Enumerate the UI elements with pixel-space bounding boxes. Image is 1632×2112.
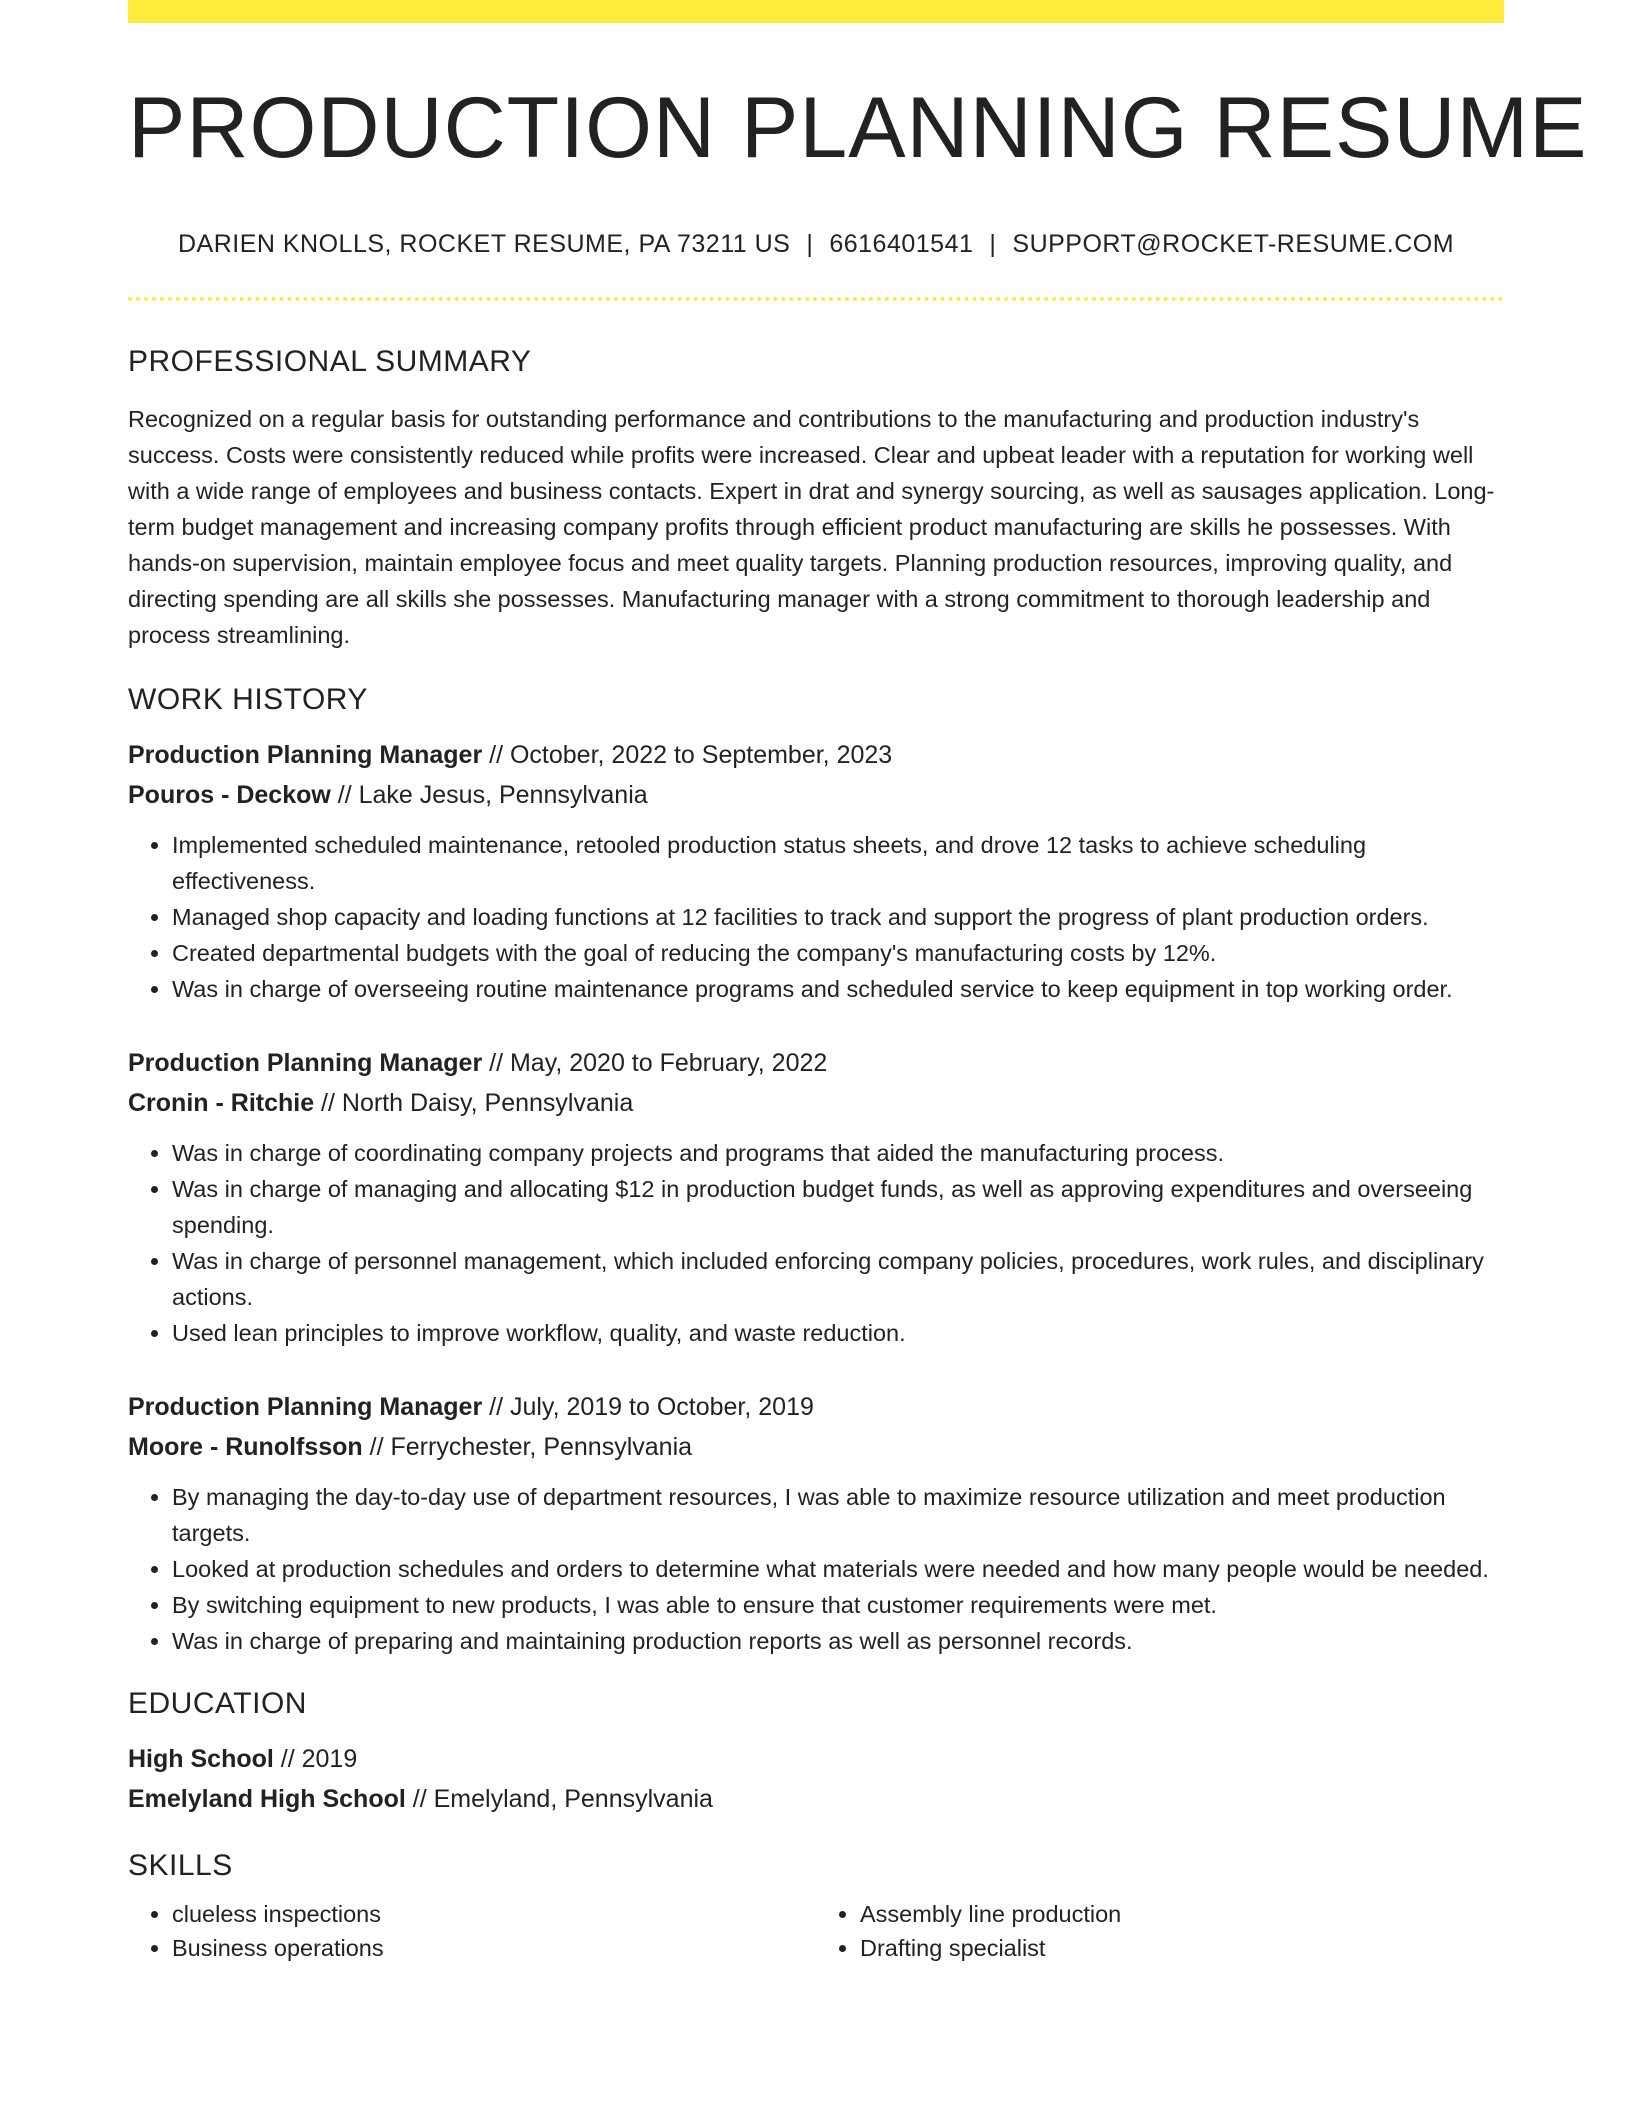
job-company-line bbox=[128, 1427, 1504, 1467]
job-bullets bbox=[128, 1135, 1504, 1351]
skills-column-right bbox=[816, 1897, 1504, 1965]
contact-separator: | bbox=[806, 229, 814, 258]
education-school-line bbox=[128, 1779, 1504, 1819]
education-heading: EDUCATION bbox=[128, 1686, 307, 1720]
job-title-line bbox=[128, 1387, 1504, 1427]
job-location: // North Daisy, Pennsylvania bbox=[314, 1088, 634, 1117]
education-entry bbox=[128, 1739, 1504, 1819]
education-degree-line bbox=[128, 1739, 1504, 1779]
skills-grid bbox=[128, 1897, 1504, 1965]
resume-title: PRODUCTION PLANNING RESUME bbox=[128, 80, 1588, 176]
education-year: // 2019 bbox=[273, 1744, 358, 1773]
education-degree: High School bbox=[128, 1744, 274, 1773]
job-title: Production Planning Manager bbox=[128, 740, 483, 769]
education-location: // Emelyland, Pennsylvania bbox=[405, 1784, 713, 1813]
skill-item: • Business operations bbox=[172, 1931, 816, 1965]
job-bullet: • By switching equipment to new products, I was able to ensure that customer requirements were met. bbox=[172, 1587, 1504, 1623]
job-entry bbox=[128, 735, 1504, 1007]
job-location: // Ferrychester, Pennsylvania bbox=[362, 1432, 693, 1461]
job-bullet: • Looked at production schedules and orders to determine what materials were needed and how many people would be needed. bbox=[172, 1551, 1504, 1587]
accent-top-bar bbox=[128, 0, 1504, 23]
job-bullet: • Created departmental budgets with the goal of reducing the company's manufacturing costs by 12%. bbox=[172, 935, 1504, 971]
job-title-line bbox=[128, 1043, 1504, 1083]
job-bullet: • Managed shop capacity and loading functions at 12 facilities to track and support the progress of plant production orders. bbox=[172, 899, 1504, 935]
job-bullet: • Was in charge of personnel management, which included enforcing company policies, procedures, work rules, and disciplinary actions. bbox=[172, 1243, 1504, 1315]
dotted-divider bbox=[128, 297, 1504, 301]
job-bullet: • Was in charge of overseeing routine maintenance programs and scheduled service to keep equipment in top working order. bbox=[172, 971, 1504, 1007]
skills-heading: SKILLS bbox=[128, 1848, 233, 1882]
job-dates: // October, 2022 to September, 2023 bbox=[482, 740, 893, 769]
job-company: Cronin - Ritchie bbox=[128, 1088, 315, 1117]
skill-item: • clueless inspections bbox=[172, 1897, 816, 1931]
summary-heading: PROFESSIONAL SUMMARY bbox=[128, 344, 532, 378]
job-title-line bbox=[128, 735, 1504, 775]
job-bullet: • Was in charge of coordinating company projects and programs that aided the manufacturing process. bbox=[172, 1135, 1504, 1171]
job-title: Production Planning Manager bbox=[128, 1392, 483, 1421]
contact-line bbox=[128, 230, 1504, 259]
job-company-line bbox=[128, 775, 1504, 815]
job-dates: // July, 2019 to October, 2019 bbox=[482, 1392, 814, 1421]
job-company-line bbox=[128, 1083, 1504, 1123]
job-company: Moore - Runolfsson bbox=[128, 1432, 363, 1461]
job-bullet: • By managing the day-to-day use of department resources, I was able to maximize resource utilization and meet production targets. bbox=[172, 1479, 1504, 1551]
job-bullets bbox=[128, 1479, 1504, 1659]
job-dates: // May, 2020 to February, 2022 bbox=[482, 1048, 828, 1077]
job-bullet: • Used lean principles to improve workflow, quality, and waste reduction. bbox=[172, 1315, 1504, 1351]
job-bullet: • Was in charge of managing and allocating $12 in production budget funds, as well as approving expenditures and overseeing spending. bbox=[172, 1171, 1504, 1243]
job-location: // Lake Jesus, Pennsylvania bbox=[330, 780, 648, 809]
job-company: Pouros - Deckow bbox=[128, 780, 331, 809]
contact-email: SUPPORT@ROCKET-RESUME.COM bbox=[1012, 229, 1455, 258]
job-title: Production Planning Manager bbox=[128, 1048, 483, 1077]
job-bullet: • Was in charge of preparing and maintaining production reports as well as personnel records. bbox=[172, 1623, 1504, 1659]
resume-page bbox=[128, 0, 1588, 1965]
education-school: Emelyland High School bbox=[128, 1784, 406, 1813]
skill-item: • Drafting specialist bbox=[860, 1931, 1504, 1965]
skills-column-left bbox=[128, 1897, 816, 1965]
contact-separator: | bbox=[989, 229, 997, 258]
summary-text: Recognized on a regular basis for outstanding performance and contributions to the manufacturing and production industry's success. Costs were consistently reduced while profits were increased. Clear and upbeat leader with a reputation for working well with a wide range of employees and business contacts. Expert in drat and synergy sourcing, as well as sausages application. Long-term budget management and increasing company profits through efficient product manufacturing are skills he possesses. With hands-on supervision, maintain employee focus and meet quality targets. Planning production resources, improving quality, and directing spending are all skills she possesses. Manufacturing manager with a strong commitment to thorough leadership and process streamlining. bbox=[128, 405, 1495, 648]
contact-phone: 6616401541 bbox=[829, 229, 974, 258]
contact-address: DARIEN KNOLLS, ROCKET RESUME, PA 73211 US bbox=[177, 229, 791, 258]
job-bullets bbox=[128, 827, 1504, 1007]
job-entry bbox=[128, 1387, 1504, 1659]
job-entry bbox=[128, 1043, 1504, 1351]
job-bullet: • Implemented scheduled maintenance, retooled production status sheets, and drove 12 tasks to achieve scheduling effectiveness. bbox=[172, 827, 1504, 899]
skill-item: • Assembly line production bbox=[860, 1897, 1504, 1931]
work-history-heading: WORK HISTORY bbox=[128, 682, 368, 716]
